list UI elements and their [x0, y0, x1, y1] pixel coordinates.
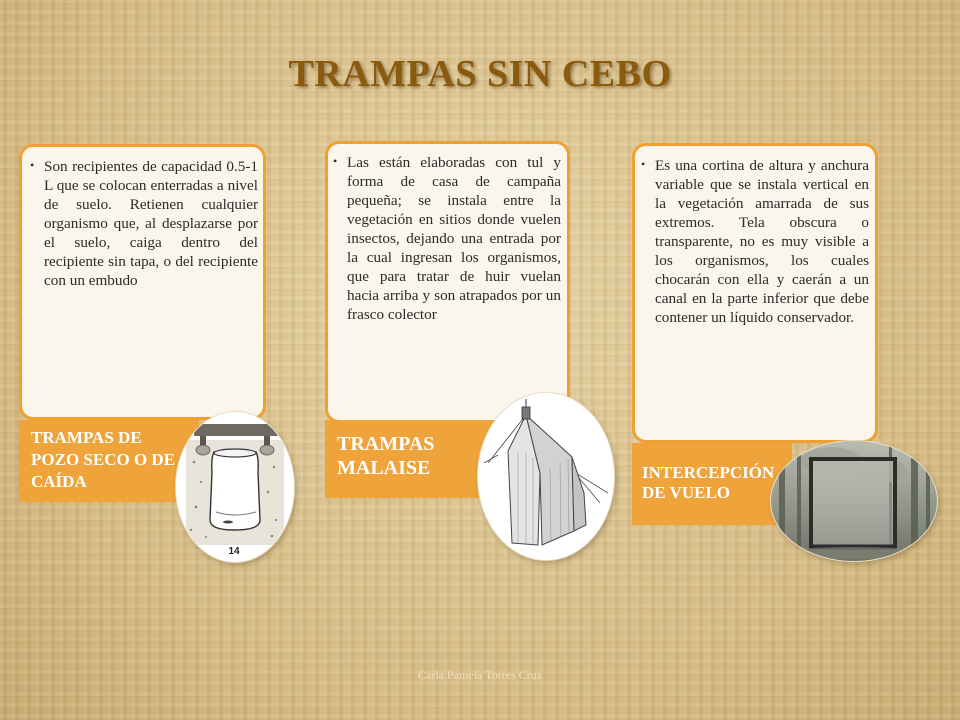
label-flight-interception	[632, 443, 792, 525]
label-flight-text: INTERCEPCIÓN DE VUELO	[642, 463, 775, 502]
slide-title: TRAMPAS SIN CEBO	[288, 53, 672, 95]
pitfall-trap-image	[176, 412, 294, 562]
pitfall-image-caption: 14	[228, 546, 240, 557]
card-pitfall-text	[30, 157, 258, 290]
flight-interception-image	[771, 441, 937, 561]
bullet-marker: •	[30, 158, 35, 172]
bullet-marker: •	[333, 154, 338, 168]
slide-footer-author: Carla Pamela Torres Cruz	[418, 668, 542, 682]
label-pitfall-text: TRAMPAS DE POZO SECO O DE CAÍDA	[31, 428, 176, 491]
label-malaise-text: TRAMPAS MALAISE	[337, 433, 435, 479]
malaise-trap-illustration	[478, 393, 614, 560]
card-malaise-description: Las están elaboradas con tul y forma de casa de campaña pequeña; se instala entre la vegetación en sitios donde vuelen insectos, dejando una entrada por la cual ingresan los organismos, que para tratar de huir vuelan hacia arriba y son atrapados por un frasco colector	[347, 154, 561, 323]
bullet-marker: •	[641, 157, 646, 171]
label-pitfall-trap	[19, 420, 199, 502]
card-malaise-text	[333, 153, 561, 324]
malaise-trap-image	[478, 393, 614, 560]
card-flight-text	[641, 156, 869, 327]
pitfall-trap-illustration	[176, 412, 294, 562]
card-flight-description: Es una cortina de altura y anchura variable que se instala vertical en la vegetación amarrada de sus extremos. Tela obscura o transparente, no es muy visible a los organismos, los cuales chocarán con ella y caerán a un canal en la parte inferior que debe contener un líquido conservador.	[655, 157, 869, 326]
card-pitfall-description: Son recipientes de capacidad 0.5-1 L que se colocan enterradas a nivel de suelo. Retienen cualquier organismo que, al desplazarse por el suelo, caiga dentro del recipiente sin tapa, o del recipiente con un embudo	[44, 158, 258, 289]
flight-interception-photo	[771, 441, 937, 561]
